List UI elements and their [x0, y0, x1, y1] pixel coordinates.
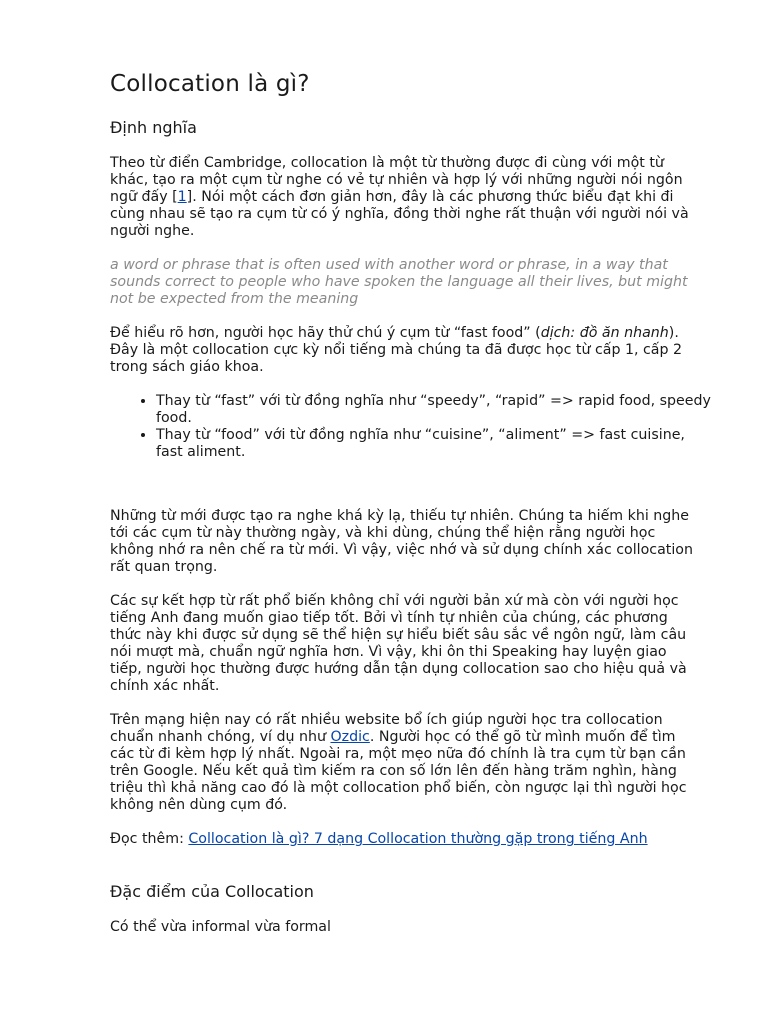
paragraph-websites — [110, 712, 700, 814]
paragraph-text: Trên mạng hiện nay có rất nhiều website bổ ích giúp người học tra collocation chuẩn nhanh chóng, ví dụ như — [110, 712, 663, 745]
paragraph-fast-food — [110, 325, 700, 376]
list-item: • Thay từ “food” với từ đồng nghĩa như “cuisine”, “aliment” => fast cuisine, fast aliment. — [156, 427, 712, 461]
paragraph-formality: Có thể vừa informal vừa formal — [110, 919, 331, 935]
section-heading-characteristics: Đặc điểm của Collocation — [110, 882, 314, 901]
paragraph-new-words: Những từ mới được tạo ra nghe khá kỳ lạ, thiếu tự nhiên. Chúng ta hiếm khi nghe tới các cụm từ này thường ngày, và khi dùng, chúng thể hiện rằng người học không nhớ ra nên chế ra từ mới. Vì vậy, việc nhớ và sử dụng chính xác collocation rất quan trọng. — [110, 508, 693, 575]
ozdic-link[interactable]: Ozdic — [330, 729, 370, 745]
paragraph-common-usage: Các sự kết hợp từ rất phổ biến không chỉ với người bản xứ mà còn với người học tiếng Anh đang muốn giao tiếp tốt. Bởi vì tính tự nhiên của chúng, các phương thức này khi được sử dụng sẽ thể hiện sự hiểu biết sâu sắc về ngôn ngữ, làm câu nói mượt mà, chuẩn ngữ nghĩa hơn. Vì vậy, khi ôn thi Speaking hay luyện giao tiếp, người học thường được hướng dẫn tận dụng collocation sao cho hiệu quả và chính xác nhất. — [110, 593, 687, 694]
section-heading-definition: Định nghĩa — [110, 118, 197, 137]
translation-italic: dịch: đồ ăn nhanh — [540, 325, 669, 341]
paragraph-text: Để hiểu rõ hơn, người học hãy thử chú ý cụm từ “fast food” ( — [110, 325, 541, 341]
cambridge-quote: a word or phrase that is often used with another word or phrase, in a way that sounds correct to people who have spoken the language all their lives, but might not be expected from the meaning — [110, 257, 688, 307]
reference-link[interactable]: 1 — [177, 189, 187, 205]
paragraph-definition — [110, 155, 700, 240]
read-more-label: Đọc thêm: — [110, 831, 189, 847]
bullet-list — [132, 393, 712, 461]
list-item: • Thay từ “fast” với từ đồng nghĩa như “speedy”, “rapid” => rapid food, speedy food. — [156, 393, 712, 427]
page-title: Collocation là gì? — [110, 71, 310, 97]
paragraph-text: ]. Nói một cách đơn giản hơn, đây là các phương thức biểu đạt khi đi cùng nhau sẽ tạo ra cụm từ có ý nghĩa, đồng thời nghe rất thuận với người nói và người nghe. — [110, 189, 689, 239]
read-more — [110, 831, 700, 848]
paragraph-text: ). Đây là một collocation cực kỳ nổi tiếng mà chúng ta đã được học từ cấp 1, cấp 2 trong sách giáo khoa. — [110, 325, 683, 375]
paragraph-text: Theo từ điển Cambridge, collocation là một từ thường được đi cùng với một từ khác, tạo ra một cụm từ nghe có vẻ tự nhiên và hợp lý với những người nói ngôn ngữ đấy [ — [110, 155, 683, 205]
read-more-link[interactable]: Collocation là gì? 7 dạng Collocation thường gặp trong tiếng Anh — [188, 831, 648, 847]
paragraph-text: . Người học có thể gõ từ mình muốn để tìm các từ đi kèm hợp lý nhất. Ngoài ra, một mẹo nữa đó chính là tra cụm từ bạn cần trên Google. Nếu kết quả tìm kiếm ra con số lớn lên đến hàng trăm nghìn, hàng triệu thì khả năng cao đó là một collocation phổ biến, còn ngược lại thì người học không nên dùng cụm đó. — [110, 729, 687, 813]
